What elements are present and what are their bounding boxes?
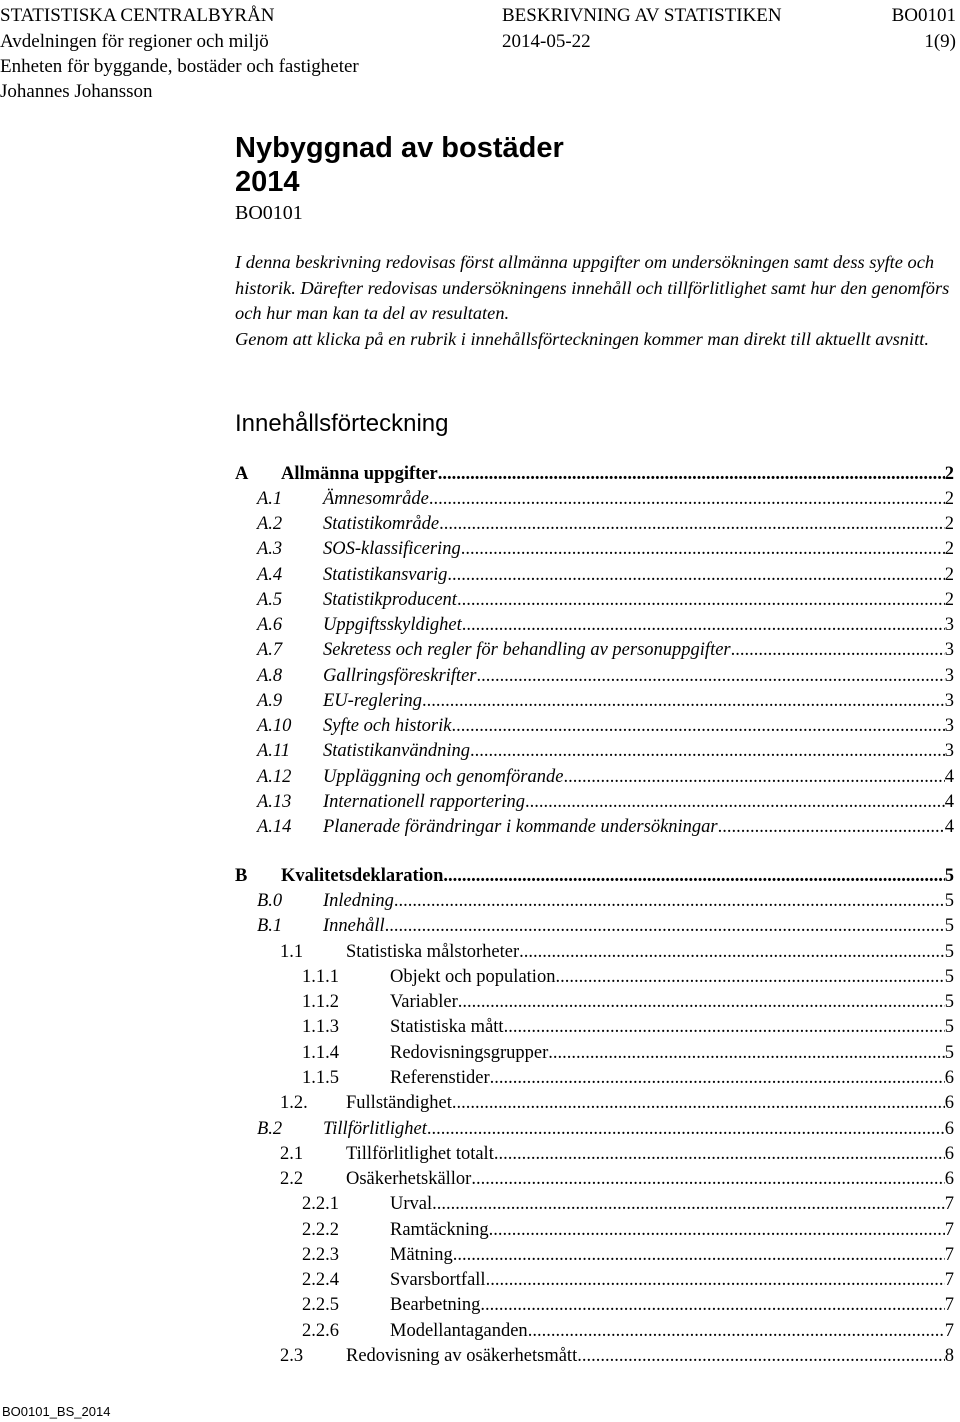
toc-entry-page: 7 (944, 1194, 954, 1214)
document-code: BO0101 (235, 202, 303, 224)
toc-entry-title: Planerade förändringar i kommande undersökningar (323, 817, 718, 837)
toc-entry-number: 1.1.2 (302, 992, 339, 1012)
toc-entry-number: 2.2.1 (302, 1194, 339, 1214)
toc-entry-a4[interactable] (257, 563, 954, 588)
toc-entry-number: A.13 (257, 792, 292, 812)
toc-entry-title: Urval (390, 1194, 433, 1214)
toc-entry-title: Variabler (390, 992, 458, 1012)
toc-dot-leader (427, 1117, 945, 1142)
toc-entry-title: Redovisningsgrupper (390, 1043, 549, 1063)
toc-dot-leader (385, 914, 945, 939)
toc-entry-page: 5 (944, 1043, 954, 1063)
toc-entry-a6[interactable] (257, 613, 954, 638)
toc-entry-title: Statistikområde (323, 514, 440, 534)
header-row-2 (0, 29, 960, 55)
toc-entry-a7[interactable] (257, 638, 954, 663)
toc-entry-page: 8 (944, 1346, 954, 1366)
toc-entry-page: 5 (944, 992, 954, 1012)
toc-entry-page: 7 (944, 1270, 954, 1290)
header-date: 2014-05-22 (502, 31, 591, 52)
toc-entry-page: 4 (944, 767, 954, 787)
toc-entry-page: 3 (944, 640, 954, 660)
toc-entry-number: 2.2.6 (302, 1321, 339, 1341)
toc-entry-title: Bearbetning (390, 1295, 481, 1315)
intro-text (235, 250, 957, 352)
toc-entry-title: Svarsbortfall (390, 1270, 486, 1290)
toc-entry-title: Allmänna uppgifter (281, 464, 438, 484)
toc-entry-title: Kvalitetsdeklaration (281, 866, 444, 886)
toc-entry-number: A.1 (257, 489, 283, 509)
toc-entry-title: Uppgiftsskyldighet (323, 615, 462, 635)
toc-entry-page: 5 (944, 967, 954, 987)
toc-entry-title: Syfte och historik (323, 716, 452, 736)
header-code: BO0101 (891, 5, 956, 26)
toc-entry-page: 7 (944, 1220, 954, 1240)
toc-dot-leader (548, 1041, 944, 1066)
toc-entry-1-1-4[interactable] (302, 1041, 954, 1066)
toc-entry-title: Objekt och population (390, 967, 556, 987)
toc-entry-title: Tillförlitlighet (323, 1119, 427, 1139)
toc-entry-page: 6 (944, 1169, 954, 1189)
footer-document-id: BO0101_BS_2014 (2, 1404, 111, 1419)
toc-entry-page: 3 (944, 615, 954, 635)
toc-dot-leader (718, 815, 945, 840)
toc-entry-number: A.7 (257, 640, 283, 660)
toc-entry-2-2-3[interactable] (302, 1243, 954, 1268)
toc-entry-number: B (235, 866, 248, 886)
toc-entry-a2[interactable] (257, 512, 954, 537)
toc-entry-a11[interactable] (257, 739, 954, 764)
toc-entry-title: Ämnesområde (323, 489, 429, 509)
toc-entry-a14[interactable] (257, 815, 954, 840)
toc-entry-title: Statistiska mått (390, 1017, 504, 1037)
intro-paragraph-2: Genom att klicka på en rubrik i innehållsförteckningen kommer man direkt till aktuellt avsnitt. (235, 328, 929, 349)
toc-entry-page: 3 (944, 741, 954, 761)
toc-entry-title: Osäkerhetskällor (346, 1169, 472, 1189)
toc-dot-leader (555, 965, 944, 990)
toc-dot-leader (443, 864, 944, 889)
toc-entry-number: 1.1.1 (302, 967, 339, 987)
toc-entry-title: Gallringsföreskrifter (323, 666, 477, 686)
toc-entry-page: 7 (944, 1295, 954, 1315)
document-title: Nybyggnad av bostäder (235, 132, 564, 164)
toc-entry-page: 4 (944, 817, 954, 837)
toc-entry-number: A (235, 464, 249, 484)
toc-entry-2-2-1[interactable] (302, 1192, 954, 1217)
toc-entry-a8[interactable] (257, 664, 954, 689)
toc-entry-title: Fullständighet (346, 1093, 452, 1113)
toc-entry-title: Ramtäckning (390, 1220, 489, 1240)
toc-entry-number: 2.2 (280, 1169, 304, 1189)
toc-entry-page: 5 (944, 1017, 954, 1037)
toc-entry-number: 2.2.4 (302, 1270, 339, 1290)
toc-entry-number: A.11 (257, 741, 291, 761)
toc-entry-number: A.10 (257, 716, 292, 736)
header-org: STATISTISKA CENTRALBYRÅN (0, 5, 275, 26)
toc-entry-number: 2.2.5 (302, 1295, 339, 1315)
toc-entry-1-1-3[interactable] (302, 1015, 954, 1040)
toc-entry-page: 7 (944, 1321, 954, 1341)
toc-entry-1-2[interactable] (280, 1091, 954, 1116)
toc-entry-page: 2 (944, 464, 954, 484)
toc-dot-leader (731, 638, 945, 663)
toc-entry-number: B.2 (257, 1119, 283, 1139)
toc-entry-1-1-5[interactable] (302, 1066, 954, 1091)
toc-entry-title: Referenstider (390, 1068, 490, 1088)
toc-entry-page: 6 (944, 1068, 954, 1088)
toc-entry-page: 2 (944, 514, 954, 534)
header-row-3 (0, 54, 960, 80)
toc-entry-title: EU-reglering (323, 691, 422, 711)
toc-entry-2-2-2[interactable] (302, 1218, 954, 1243)
header-row-1 (0, 3, 960, 29)
toc-entry-page: 6 (944, 1093, 954, 1113)
toc-entry-number: 2.2.3 (302, 1245, 339, 1265)
header-page-number: 1(9) (924, 31, 956, 52)
toc-dot-leader (458, 990, 945, 1015)
toc-entry-a10[interactable] (257, 714, 954, 739)
toc-entry-title: Innehåll (323, 916, 385, 936)
header-doc-type: BESKRIVNING AV STATISTIKEN (502, 5, 782, 26)
header-unit: Enheten för byggande, bostäder och fastigheter (0, 56, 359, 77)
toc-entry-2-1[interactable] (280, 1142, 954, 1167)
toc-dot-leader (457, 588, 945, 613)
header-author: Johannes Johansson (0, 81, 153, 102)
toc-entry-number: 1.1.4 (302, 1043, 339, 1063)
header-row-4 (0, 79, 960, 105)
toc-dot-leader (525, 790, 945, 815)
toc-entry-number: A.3 (257, 539, 283, 559)
toc-entry-page: 5 (944, 942, 954, 962)
toc-entry-title: Uppläggning och genomförande (323, 767, 564, 787)
toc-entry-number: A.2 (257, 514, 283, 534)
toc-entry-title: Statistikanvändning (323, 741, 470, 761)
toc-entry-2-2-4[interactable] (302, 1268, 954, 1293)
toc-entry-title: Statistiska målstorheter (346, 942, 520, 962)
toc-entry-a1[interactable] (257, 487, 954, 512)
toc-heading: Innehållsförteckning (235, 410, 449, 437)
toc-entry-1-1-1[interactable] (302, 965, 954, 990)
toc-dot-leader (470, 739, 945, 764)
toc-entry-number: A.4 (257, 565, 283, 585)
toc-entry-2-2[interactable] (280, 1167, 954, 1192)
toc-dot-leader (480, 1293, 944, 1318)
header-department: Avdelningen för regioner och miljö (0, 31, 269, 52)
toc-entry-page: 5 (944, 916, 954, 936)
toc-dot-leader (476, 664, 944, 689)
toc-entry-number: 2.1 (280, 1144, 304, 1164)
toc-entry-b1[interactable] (257, 914, 954, 939)
toc-dot-leader (563, 765, 944, 790)
toc-dot-leader (451, 714, 944, 739)
toc-entry-number: 2.3 (280, 1346, 304, 1366)
toc-entry-title: Redovisning av osäkerhetsmått (346, 1346, 578, 1366)
toc-dot-leader (504, 1015, 945, 1040)
toc-entry-page: 5 (944, 866, 954, 886)
toc-entry-b[interactable] (235, 864, 954, 889)
toc-dot-leader (438, 462, 945, 487)
toc-dot-leader (462, 613, 945, 638)
toc-dot-leader (528, 1319, 945, 1344)
toc-entry-page: 2 (944, 565, 954, 585)
toc-entry-page: 6 (944, 1119, 954, 1139)
toc-dot-leader (519, 940, 945, 965)
toc-entry-number: 1.1.5 (302, 1068, 339, 1088)
toc-entry-page: 6 (944, 1144, 954, 1164)
toc-dot-leader (422, 689, 945, 714)
toc-entry-title: Sekretess och regler för behandling av personuppgifter (323, 640, 731, 660)
toc-entry-title: Inledning (323, 891, 394, 911)
intro-paragraph-1: I denna beskrivning redovisas först allmänna uppgifter om undersökningen samt dess syfte och historik. Därefter redovisas undersökningens innehåll och tillförlitlighet samt hur den genomförs och hur man kan ta del av resultaten. (235, 252, 950, 323)
toc-entry-number: A.9 (257, 691, 283, 711)
toc-dot-leader (394, 889, 945, 914)
toc-dot-leader (494, 1142, 945, 1167)
toc-entry-number: A.5 (257, 590, 283, 610)
toc-entry-2-2-6[interactable] (302, 1319, 954, 1344)
toc-entry-page: 7 (944, 1245, 954, 1265)
toc-dot-leader (486, 1268, 945, 1293)
toc-entry-title: Internationell rapportering (323, 792, 525, 812)
toc-entry-number: 1.1 (280, 942, 304, 962)
toc-entry-page: 3 (944, 691, 954, 711)
toc-dot-leader (439, 512, 945, 537)
toc-dot-leader (471, 1167, 944, 1192)
toc-entry-title: Statistikansvarig (323, 565, 448, 585)
toc-entry-number: B.1 (257, 916, 283, 936)
toc-entry-a13[interactable] (257, 790, 954, 815)
toc-entry-number: A.14 (257, 817, 292, 837)
toc-entry-1-1-2[interactable] (302, 990, 954, 1015)
toc-entry-page: 2 (944, 539, 954, 559)
toc-entry-2-2-5[interactable] (302, 1293, 954, 1318)
toc-entry-page: 2 (944, 489, 954, 509)
toc-entry-title: SOS-klassificering (323, 539, 461, 559)
document-year: 2014 (235, 166, 300, 198)
toc-dot-leader (429, 487, 945, 512)
toc-entry-b0[interactable] (257, 889, 954, 914)
toc-entry-number: 1.2. (280, 1093, 308, 1113)
toc-entry-title: Tillförlitlighet totalt (346, 1144, 494, 1164)
toc-dot-leader (453, 1243, 945, 1268)
toc-entry-a[interactable] (235, 462, 954, 487)
toc-entry-page: 3 (944, 716, 954, 736)
toc-entry-number: A.12 (257, 767, 292, 787)
toc-entry-a3[interactable] (257, 537, 954, 562)
toc-entry-a5[interactable] (257, 588, 954, 613)
toc-dot-leader (490, 1066, 945, 1091)
toc-entry-number: A.6 (257, 615, 283, 635)
toc-entry-b2[interactable] (257, 1117, 954, 1142)
toc-entry-a12[interactable] (257, 765, 954, 790)
toc-entry-page: 4 (944, 792, 954, 812)
toc-dot-leader (432, 1192, 945, 1217)
toc-entry-page: 5 (944, 891, 954, 911)
toc-dot-leader (447, 563, 944, 588)
toc-entry-1-1[interactable] (280, 940, 954, 965)
toc-entry-number: 1.1.3 (302, 1017, 339, 1037)
toc-entry-title: Statistikproducent (323, 590, 457, 610)
toc-entry-title: Modellantaganden (390, 1321, 528, 1341)
toc-dot-leader (461, 537, 945, 562)
toc-entry-a9[interactable] (257, 689, 954, 714)
toc-entry-title: Mätning (390, 1245, 453, 1265)
toc-entry-2-3[interactable] (280, 1344, 954, 1369)
toc-dot-leader (489, 1218, 945, 1243)
toc-entry-page: 2 (944, 590, 954, 610)
toc-entry-number: 2.2.2 (302, 1220, 339, 1240)
toc-entry-number: A.8 (257, 666, 283, 686)
toc-dot-leader (452, 1091, 945, 1116)
toc-entry-page: 3 (944, 666, 954, 686)
toc-entry-number: B.0 (257, 891, 283, 911)
toc-dot-leader (577, 1344, 945, 1369)
